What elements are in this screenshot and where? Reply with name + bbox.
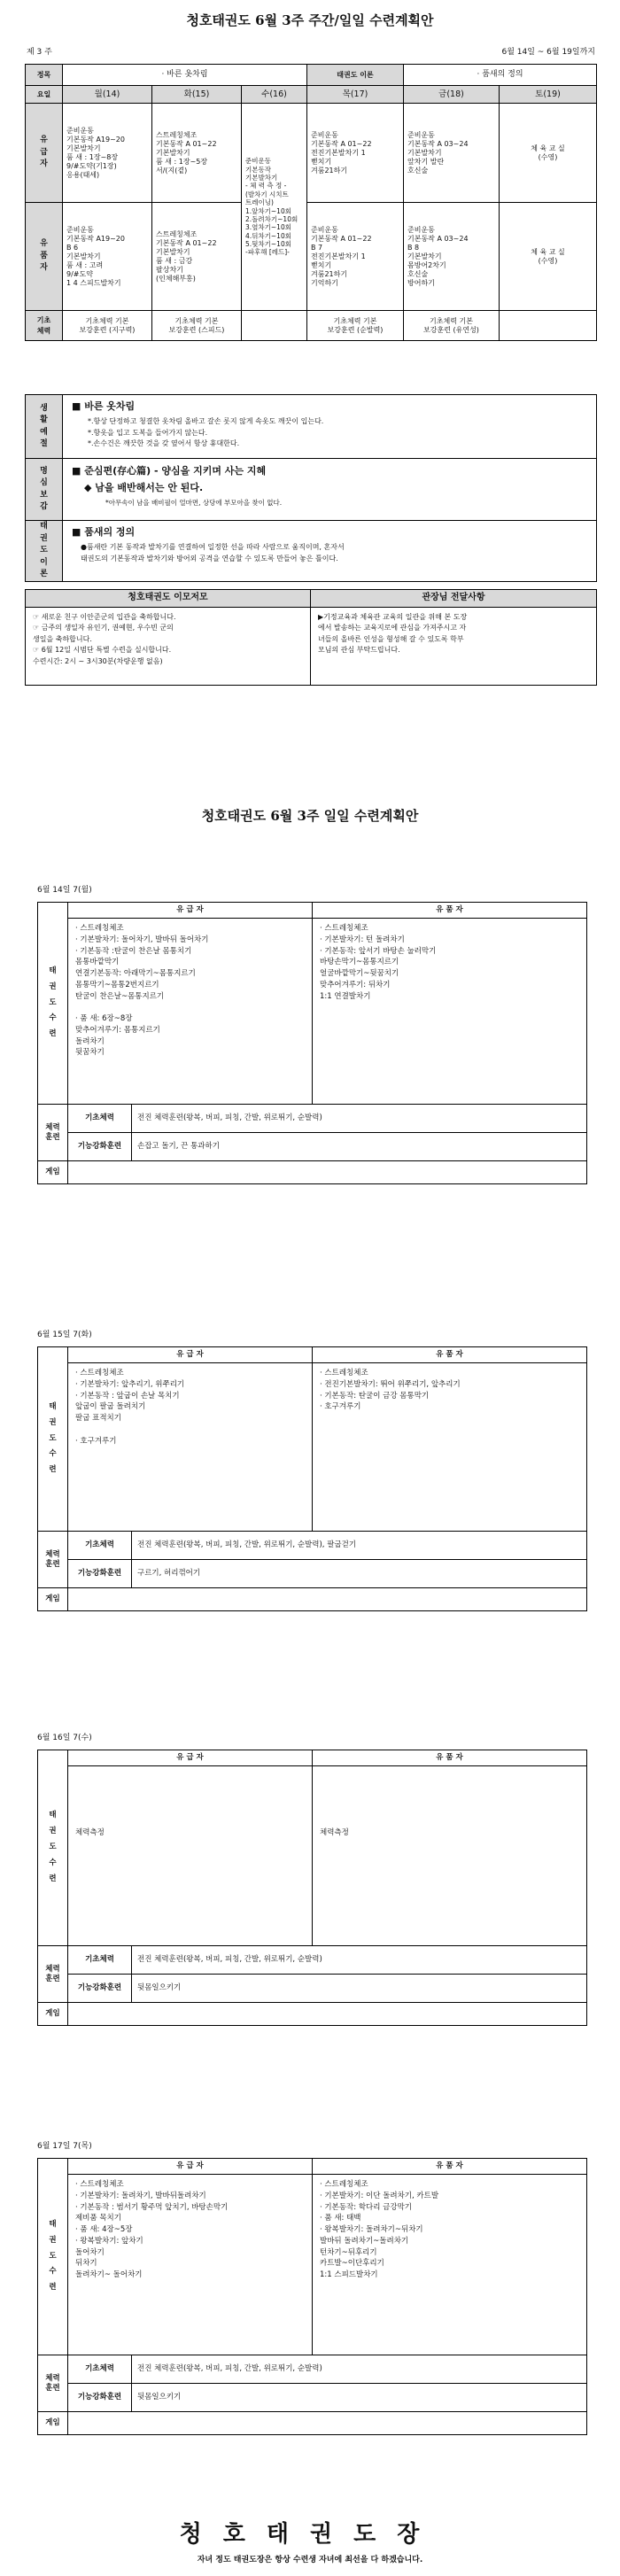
dan-plan: · 스트레칭체조 · 기본발차기: 턴 돌려차기 · 기본동작: 앞서기 바탕손 눌러막기 바탕손막기~몸통지르기 얼굴바깥막기~뒷꿈치기 맞추어겨루기: 뒤차기 1:1 연결발차기 bbox=[313, 919, 587, 1105]
plan-cell: 준비운동 기본동작 A 01~22 전진기본발차기 1 뻗치기 겨룸21하기 bbox=[307, 104, 404, 203]
date-range: 6월 14일 ~ 6월 19일까지 bbox=[501, 48, 595, 57]
skill-training-text: 뒷몸일으키기 bbox=[132, 2384, 587, 2412]
life-label: 생 활 예 절 bbox=[26, 395, 63, 459]
basic-fitness-label: 기초체력 bbox=[68, 2355, 132, 2384]
weekly-plan-table bbox=[25, 64, 597, 341]
notice-content bbox=[311, 608, 597, 686]
news-content bbox=[26, 608, 311, 686]
game-text bbox=[68, 2003, 587, 2026]
theme-cell: · 바른 옷차림 bbox=[63, 65, 307, 86]
daily-date: 6월 16일 7(수) bbox=[37, 1734, 92, 1742]
day-header: 금(18) bbox=[404, 86, 500, 104]
skill-training-label: 기능강화훈련 bbox=[68, 2384, 132, 2412]
basic-fitness-text: 전진 체력훈련(왕복, 버피, 피칭, 간발, 위로뛰기, 순발력) bbox=[132, 2355, 587, 2384]
col-head-dan: 유 품 자 bbox=[313, 903, 587, 919]
dan-plan: 체력측정 bbox=[313, 1766, 587, 1946]
plan-cell: 준비운동 기본동작 A19~20 B 6 기본발차기 품 새 : 고려 9/#도약 1 4 스피드발차기 bbox=[63, 203, 152, 311]
row-label: 유 급 자 bbox=[26, 104, 63, 203]
news-notice-table bbox=[25, 589, 597, 686]
game-label: 게임 bbox=[38, 1161, 68, 1184]
basic-fitness-label: 기초체력 bbox=[68, 1105, 132, 1133]
plan-cell: 준비운동 기본동작 A 01~22 B 7 전진기본발차기 1 뻗치기 겨룸21하기 기억하기 bbox=[307, 203, 404, 311]
game-label: 게임 bbox=[38, 2412, 68, 2435]
news-line: ☞ 금주의 생일자 유인기, 권예현, 우수빈 군의 생일을 축하합니다. bbox=[33, 624, 174, 643]
daily-side-label: 태 권 도 수 련 bbox=[38, 2159, 68, 2355]
plan-cell: 기초체력 기본 보강훈련 (유연성) bbox=[404, 311, 500, 341]
dan-plan: · 스트레칭체조 · 기본발차기: 이단 돌려차기, 카트발 · 기본동작: 학다리 금강막기 · 품 새: 태백 · 왕복발차기: 돌려차기~뒤차기 발바뒤 돌려차기~돌려차기 턴차기~뒤후리기 카트발~이단후리기 1:1 스피드발차기 bbox=[313, 2175, 587, 2355]
col-head-kyu: 유 급 자 bbox=[68, 1750, 313, 1766]
basic-fitness-text: 전진 체력훈련(왕복, 버피, 피칭, 간발, 위로뛰기, 순발력), 팔굽걷기 bbox=[132, 1532, 587, 1560]
day-header: 화(15) bbox=[152, 86, 242, 104]
life-line: *.항옷을 입고 도복을 들어가지 않는다. bbox=[88, 428, 208, 437]
skill-training-label: 기능강화훈련 bbox=[68, 1975, 132, 2003]
mind-sub: *아무속이 남을 배비필이 얼마면, 상당에 부모아을 찾이 없다. bbox=[105, 498, 283, 507]
basic-fitness-text: 전진 체력훈련(왕복, 버피, 피칭, 간발, 위로뛰기, 순발력) bbox=[132, 1105, 587, 1133]
plan-cell: 기초체력 기본 보강훈련 (순발력) bbox=[307, 311, 404, 341]
plan-cell: 기초체력 기본 보강훈련 (지구력) bbox=[63, 311, 152, 341]
game-text bbox=[68, 2412, 587, 2435]
mind-label: 명 심 보 감 bbox=[26, 459, 63, 521]
life-content bbox=[63, 395, 597, 459]
dan-plan: · 스트레칭체조 · 전진기본발차기: 뛰어 위쭈리기, 앞추리기 · 기본동작: 탄굴이 금강 몸통막기 · 호구겨루기 bbox=[313, 1363, 587, 1532]
kyu-plan: · 스트레칭체조 · 기본발차기: 돌어차기, 발바뒤 돌어차기 · 기본동작 :탄굴이 찬은날 몸통치기 몸통바깥막기 연결기본동작: 아래막기~몸통지르기 몸통막기~몸통2번지르기 탄굴이 찬은날~몸통지르기 · 품 새: 6장~8장 맞추어겨루기: 몸통지르기 돌려차기 뒷꿈차기 bbox=[68, 919, 313, 1105]
col-head-dan: 유 품 자 bbox=[313, 1347, 587, 1363]
daily-plan-table bbox=[37, 2158, 587, 2435]
taekwondo-label: 태권도 이론 bbox=[307, 65, 404, 86]
daily-side-label: 태 권 도 수 련 bbox=[38, 903, 68, 1105]
plan-cell: 스트레칭체조 기본동작 A 01~22 기본발차기 품 새 : 금강 팔상차기 (인체해부홍) bbox=[152, 203, 242, 311]
day-corner: 요일 bbox=[26, 86, 63, 104]
plan-cell: 체 육 교 실 (수영) bbox=[500, 203, 597, 311]
kyu-plan: · 스트레칭체조 · 기본발차기: 앞추리기, 위쭈리기 · 기본동작 : 앞굽이 손날 목치기 앞굽이 팔굽 돌려치기 팔굽 표적치기 · 호구겨루기 bbox=[68, 1363, 313, 1532]
news-line: ☞ 6월 12일 시범단 특별 수련을 실시합니다. 수련시간: 2시 ~ 3시30분(차량운행 없음) bbox=[33, 646, 172, 665]
daily-plan-table bbox=[37, 1346, 587, 1611]
daily-side-label: 태 권 도 수 련 bbox=[38, 1750, 68, 1946]
plan-cell bbox=[500, 311, 597, 341]
notice-title: 관장님 전달사항 bbox=[311, 590, 597, 608]
col-head-dan: 유 품 자 bbox=[313, 1750, 587, 1766]
game-label: 게임 bbox=[38, 2003, 68, 2026]
daily-title: 청호태권도 6월 3주 일일 수련계획안 bbox=[201, 808, 419, 824]
skill-training-label: 기능강화훈련 bbox=[68, 1133, 132, 1161]
mind-title: ■ 준심편(存心篇) - 양심을 지키며 사는 지혜 bbox=[72, 465, 267, 477]
page-title: 청호태권도 6월 3주 주간/일일 수련계획안 bbox=[186, 12, 434, 28]
basic-fitness-label: 기초체력 bbox=[68, 1532, 132, 1560]
mind-content bbox=[63, 459, 597, 521]
life-title: ■ 바른 옷차림 bbox=[72, 400, 136, 412]
taekwondo-value: · 품새의 정의 bbox=[404, 65, 597, 86]
corner-header bbox=[26, 65, 63, 86]
kyu-plan: 체력측정 bbox=[68, 1766, 313, 1946]
col-head-dan: 유 품 자 bbox=[313, 2159, 587, 2175]
footer-name: 청호태권도장 bbox=[179, 2521, 441, 2548]
basic-fitness-text: 전진 체력훈련(왕복, 버피, 피칭, 간발, 위로뛰기, 순발력) bbox=[132, 1946, 587, 1975]
daily-date: 6월 14일 7(월) bbox=[37, 886, 92, 895]
info-table bbox=[25, 394, 597, 582]
daily-side-label: 태 권 도 수 련 bbox=[38, 1347, 68, 1532]
day-header: 월(14) bbox=[63, 86, 152, 104]
col-head-kyu: 유 급 자 bbox=[68, 903, 313, 919]
plan-cell bbox=[242, 311, 307, 341]
daily-date: 6월 17일 7(목) bbox=[37, 2142, 92, 2151]
tkd-line: ●품새란 기본 동작과 발차기를 연결하여 일정한 선을 따라 사람으로 움직이며, 혼자서 태권도의 기본동작과 발차기와 방어외 공격을 연습할 수 있도록 만들어 놓은 틀이다. bbox=[81, 542, 345, 563]
skill-training-label: 기능강화훈련 bbox=[68, 1560, 132, 1588]
day-header: 수(16) bbox=[242, 86, 307, 104]
week-number: 제 3 주 bbox=[27, 48, 52, 57]
skill-training-text: 뒷몸일으키기 bbox=[132, 1975, 587, 2003]
plan-cell: 스트레칭체조 기본동작 A 01~22 기본발차기 품 새 : 1장~5장 서/(지(곁) bbox=[152, 104, 242, 203]
corner-mid: 정목 bbox=[36, 70, 51, 79]
row-label: 유 품 자 bbox=[26, 203, 63, 311]
day-header: 목(17) bbox=[307, 86, 404, 104]
mind-line: ◆ 남을 배반해서는 안 된다. bbox=[84, 481, 204, 493]
game-label: 게임 bbox=[38, 1588, 68, 1611]
game-text bbox=[68, 1588, 587, 1611]
fitness-label: 체력 훈련 bbox=[38, 1532, 68, 1588]
plan-cell: 준비운동 기본동작 A 03~24 기본발차기 앞차기 발란 호신술 bbox=[404, 104, 500, 203]
plan-cell: 준비운동 기본동작 기본발차기 - 체 력 측 정 - (발차기 시치트 트레이닝) 1.앞차기~10회 2.돌려차기~10회 3.옆차기~10회 4.뒤차기~10회 5.뒷차기~10회 -파후해 [레드]- bbox=[242, 104, 307, 311]
life-line: *.항상 단정하고 청결한 옷차림 올바고 갈손 롯지 않게 속옷도 깨끗이 입는다. bbox=[88, 416, 324, 425]
notice-line: ▶기정교육과 체육관 교육의 일관을 위해 본 도장 에서 발송하는 교육지로에 관심을 가져주시고 자 녀들의 올바른 인성을 형성해 갈 수 있도록 학부 모님의 관심 부탁드립니다. bbox=[318, 613, 468, 655]
news-title: 청호태권도 이모저모 bbox=[26, 590, 311, 608]
fitness-label: 체력 훈련 bbox=[38, 1105, 68, 1161]
fitness-label: 체력 훈련 bbox=[38, 1946, 68, 2003]
col-head-kyu: 유 급 자 bbox=[68, 2159, 313, 2175]
skill-training-text: 손잡고 돌기, 끈 통과하기 bbox=[132, 1133, 587, 1161]
game-text bbox=[68, 1161, 587, 1184]
daily-plan-table bbox=[37, 902, 587, 1184]
tkd-title: ■ 품새의 정의 bbox=[72, 526, 136, 538]
plan-cell: 체 육 교 실 (수영) bbox=[500, 104, 597, 203]
fitness-label: 체력 훈련 bbox=[38, 2355, 68, 2412]
day-header: 토(19) bbox=[500, 86, 597, 104]
plan-cell: 기초체력 기본 보강훈련 (스피드) bbox=[152, 311, 242, 341]
tkd-label: 태 권 도 이 론 bbox=[26, 521, 63, 582]
daily-plan-table bbox=[37, 1750, 587, 2026]
col-head-kyu: 유 급 자 bbox=[68, 1347, 313, 1363]
skill-training-text: 구르기, 허리꺾어기 bbox=[132, 1560, 587, 1588]
footer-slogan: 자녀 정도 태권도장은 항상 수련생 자녀에 최선을 다 하겠습니다. bbox=[197, 2556, 423, 2564]
plan-cell: 준비운동 기본동작 A 03~24 B 8 기본발차기 몸방어2차기 호신술 방어하기 bbox=[404, 203, 500, 311]
news-line: ☞ 새로운 친구 이안준군의 입관을 축하합니다. bbox=[33, 613, 176, 621]
kyu-plan: · 스트레칭체조 · 기본발차기: 돌려차기, 발바뒤돌려차기 · 기본동작 : 범서기 황주먹 앞치기, 바탕손막기 제비품 목치기 · 품 새: 4장~5장 · 왕복발차기: 앞차기 돌어차기 뒤차기 돌려차기~ 돌어차기 bbox=[68, 2175, 313, 2355]
basic-fitness-label: 기초체력 bbox=[68, 1946, 132, 1975]
tkd-content bbox=[63, 521, 597, 582]
daily-date: 6월 15일 7(화) bbox=[37, 1331, 92, 1339]
row-label: 기초 체력 bbox=[26, 311, 63, 341]
plan-cell: 준비운동 기본동작 A19~20 기본발차기 품 새 : 1장~8장 9/#도약(기1장) 응용(태세) bbox=[63, 104, 152, 203]
life-line: *.손수건은 깨끗한 것을 갖 옆어서 항상 휴대한다. bbox=[88, 439, 240, 448]
